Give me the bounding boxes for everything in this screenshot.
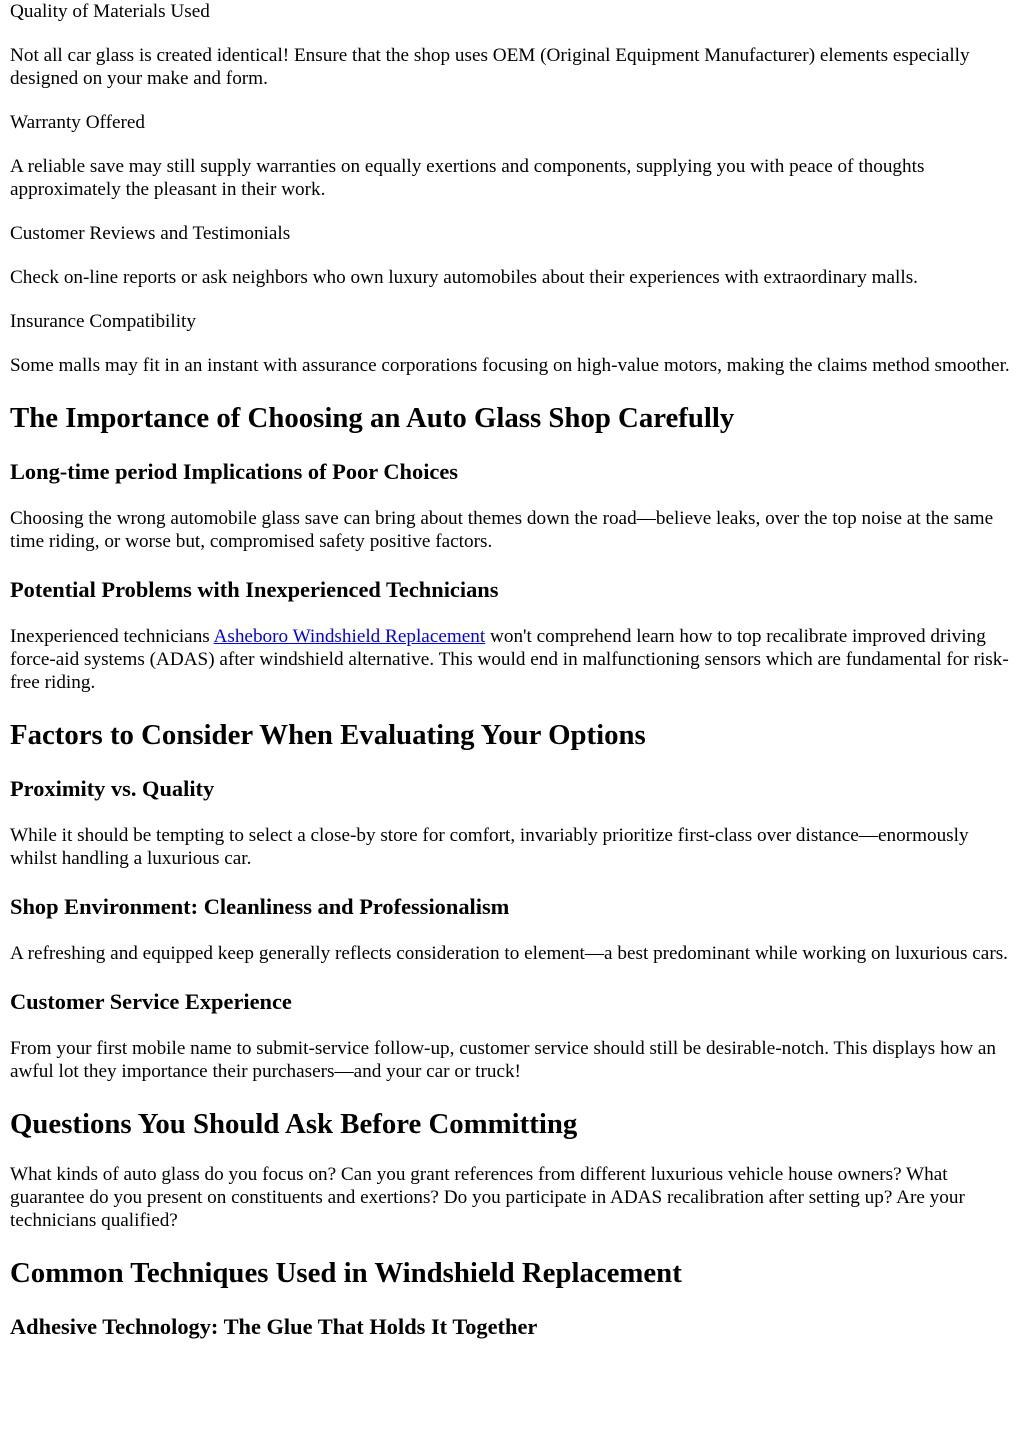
paragraph-insurance: Some malls may fit in an instant with assurance corporations focusing on high-value motors, making the claims method smoother.	[10, 355, 1010, 376]
subheading-long-term: Long-time period Implications of Poor Choices	[10, 459, 458, 484]
paragraph-customer-service: From your first mobile name to submit-service follow-up, customer service should still be desirable-notch. This displays how an awful lot they importance their purchasers—and your car or truck!	[10, 1038, 997, 1082]
asheboro-windshield-replacement-link[interactable]: Asheboro Windshield Replacement	[213, 626, 486, 647]
heading-techniques: Common Techniques Used in Windshield Replacement	[10, 1257, 682, 1289]
paragraph-warranty: A reliable save may still supply warranties on equally exertions and components, supplying you with peace of thoughts approximately the pleasant in their work.	[10, 156, 925, 200]
subheading-inexperienced: Potential Problems with Inexperienced Technicians	[10, 577, 499, 602]
heading-questions: Questions You Should Ask Before Committing	[10, 1108, 578, 1140]
subheading-proximity: Proximity vs. Quality	[10, 776, 215, 801]
paragraph-materials: Not all car glass is created identical! Ensure that the shop uses OEM (Original Equipment Manufacturer) elements especially designed on your make and form.	[10, 45, 970, 89]
subheading-adhesive: Adhesive Technology: The Glue That Holds It Together	[10, 1314, 538, 1339]
section-label-reviews: Customer Reviews and Testimonials	[10, 223, 291, 244]
paragraph-environment: A refreshing and equipped keep generally reflects consideration to element—a best predominant while working on luxurious cars.	[10, 943, 1008, 964]
paragraph-proximity: While it should be tempting to select a close-by store for comfort, invariably prioritize first-class over distance—enormously whilst handling a luxurious car.	[10, 825, 969, 869]
paragraph-inexperienced-end: won't comprehend learn how to top recalibrate improved driving force-aid systems (ADAS) after windshield alternative. This would end in malfunctioning sensors which are fundamental for risk-free riding.	[10, 626, 1009, 693]
heading-importance: The Importance of Choosing an Auto Glass Shop Carefully	[10, 402, 735, 434]
section-label-warranty: Warranty Offered	[10, 112, 146, 133]
heading-factors: Factors to Consider When Evaluating Your Options	[10, 719, 646, 751]
subheading-environment: Shop Environment: Cleanliness and Professionalism	[10, 894, 510, 919]
section-label-materials: Quality of Materials Used	[10, 1, 210, 22]
subheading-customer-service: Customer Service Experience	[10, 989, 292, 1014]
paragraph-questions: What kinds of auto glass do you focus on? Can you grant references from different luxurious vehicle house owners? What guarantee do you present on constituents and exertions? Do you participate in ADAS recalibration after setting up? Are your technicians qualified?	[10, 1164, 965, 1231]
paragraph-reviews: Check on-line reports or ask neighbors who own luxury automobiles about their experiences with extraordinary malls.	[10, 267, 918, 288]
section-label-insurance: Insurance Compatibility	[10, 311, 196, 332]
paragraph-inexperienced-start: Inexperienced technicians	[10, 626, 214, 647]
paragraph-long-term: Choosing the wrong automobile glass save can bring about themes down the road—believe leaks, over the top noise at the same time riding, or worse but, compromised safety positive factors.	[10, 508, 994, 552]
paragraph-inexperienced	[10, 625, 1014, 694]
